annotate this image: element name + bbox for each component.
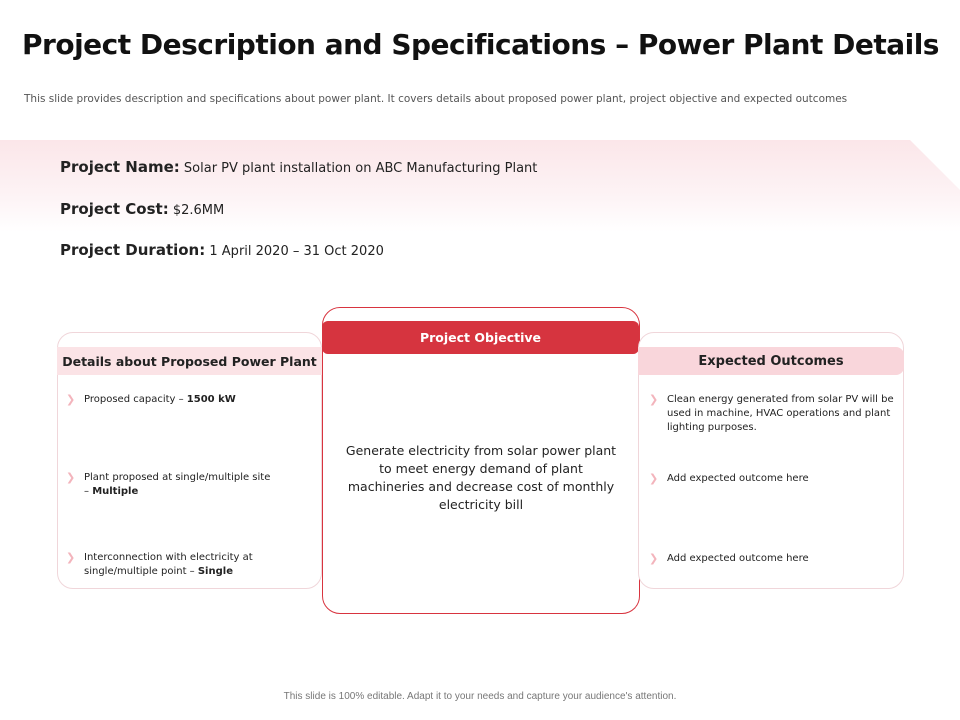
list-item [649,393,899,435]
project-objective-text: Generate electricity from solar power plant to meet energy demand of plant machineries and decrease cost of monthly electricity bill [345,443,617,512]
list-item-text: Add expected outcome here [667,553,809,564]
project-cost-value: $2.6MM [172,203,225,218]
list-item-text: Plant proposed at single/multiple site – Multiple [84,472,271,497]
project-cost-label: Project Cost: [60,200,169,218]
chevron-right-icon: ❯ [649,472,659,485]
project-duration-label: Project Duration: [60,241,206,259]
chevron-right-icon: ❯ [66,471,76,484]
project-name-line [60,158,537,176]
power-plant-details-header: Details about Proposed Power Plant [57,347,322,375]
project-name-label: Project Name: [60,158,180,176]
project-name-value: Solar PV plant installation on ABC Manufacturing Plant [183,161,538,176]
project-duration-line [60,241,384,259]
chevron-right-icon: ❯ [649,552,659,565]
list-item-text: Clean energy generated from solar PV will be used in machine, HVAC operations and plant lighting purposes. [667,394,894,433]
chevron-right-icon: ❯ [649,393,659,406]
list-item [649,472,899,486]
list-item [66,393,276,407]
list-item-text: Interconnection with electricity at single/multiple point – Single [84,552,253,577]
expected-outcomes-header: Expected Outcomes [638,347,904,375]
chevron-right-icon: ❯ [66,551,76,564]
list-item-text: Add expected outcome here [667,473,809,484]
footer-note: This slide is 100% editable. Adapt it to your needs and capture your audience's attention. [283,691,677,702]
project-info-band [0,140,960,232]
page-title: Project Description and Specifications – Power Plant Details [22,28,939,61]
page-subtitle: This slide provides description and specifications about power plant. It covers details about proposed power plant, project objective and expected outcomes [24,93,848,105]
project-objective-header: Project Objective [322,321,639,354]
chevron-right-icon: ❯ [66,393,76,406]
list-item [66,471,276,499]
list-item-text: Proposed capacity – 1500 kW [84,394,236,405]
project-duration-value: 1 April 2020 – 31 Oct 2020 [209,244,384,259]
project-cost-line [60,200,224,218]
list-item [66,551,276,579]
list-item [649,552,899,566]
